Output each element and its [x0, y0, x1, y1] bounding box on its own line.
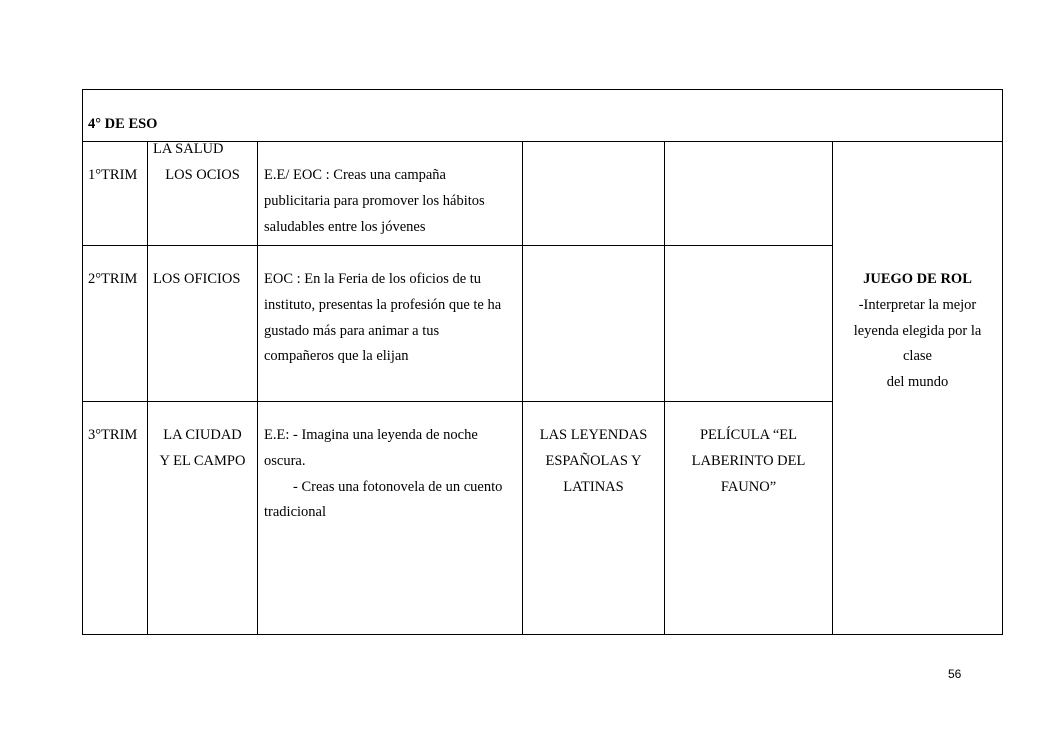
trim-label-1: 1°TRIM — [88, 167, 138, 183]
reading-3: LAS LEYENDAS ESPAÑOLAS Y LATINAS — [539, 427, 648, 495]
table-col-rule-4 — [664, 141, 665, 635]
table-col-rule-2 — [257, 141, 258, 635]
page-number: 56 — [948, 667, 962, 681]
curriculum-table — [82, 89, 1003, 635]
theme-2: LOS OFICIOS — [153, 271, 241, 287]
table-border-bottom — [82, 634, 1003, 635]
film-3: PELÍCULA “EL LABERINTO DEL FAUNO” — [691, 427, 806, 495]
theme-1: LA SALUD LOS OCIOS — [153, 141, 240, 183]
table-border-left — [82, 89, 83, 635]
task-2: EOC : En la Feria de los oficios de tu instituto, presentas la profesión que te ha gustado más para animar a tus compañeros que la elijan — [264, 271, 502, 365]
final-task-title: JUEGO DE ROL — [863, 271, 972, 287]
grade-heading: 4° DE ESO — [88, 116, 158, 132]
task-1: E.E/ EOC : Creas una campaña publicitaria para promover los hábitos saludables entre los jóvenes — [264, 167, 485, 235]
trim-label-3: 3°TRIM — [88, 427, 138, 443]
task-3: E.E: - Imagina una leyenda de noche oscura. - Creas una fotonovela de un cuento tradicional — [264, 427, 503, 521]
table-col-rule-1 — [147, 141, 148, 635]
table-rule-row1 — [82, 245, 832, 246]
final-task: JUEGO DE ROL -Interpretar la mejor leyenda elegida por la clase del mundo — [853, 271, 982, 391]
table-border-right — [1002, 89, 1003, 635]
trim-label-2: 2°TRIM — [88, 271, 138, 287]
table-col-rule-3 — [522, 141, 523, 635]
theme-3: LA CIUDAD Y EL CAMPO — [159, 427, 246, 469]
table-border-top — [82, 89, 1003, 90]
table-rule-row2 — [82, 401, 832, 402]
